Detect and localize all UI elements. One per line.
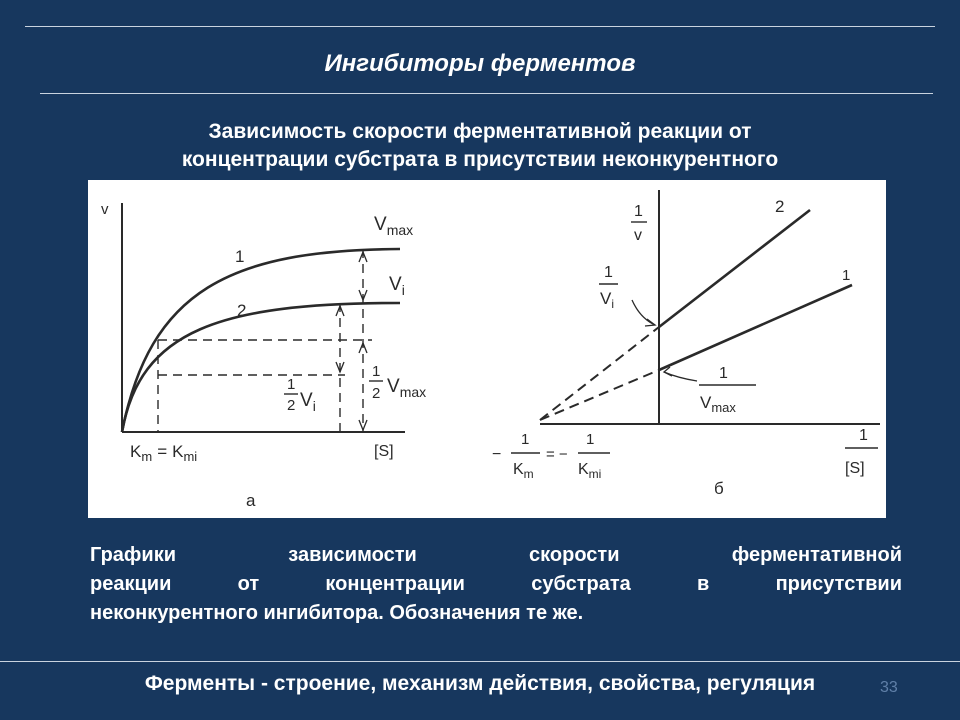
michaelis-menten-figure — [88, 180, 886, 518]
panel-a — [122, 203, 405, 432]
curve-2-label: 2 — [237, 301, 247, 320]
neg-equals: = − — [546, 446, 568, 463]
half-vi-num: 1 — [287, 376, 296, 393]
caption-line-2: реакции от концентрации субстрата в присутствии — [90, 573, 902, 595]
neg-km-num: 1 — [521, 431, 530, 448]
slide-title: Ингибиторы ферментов — [324, 50, 636, 77]
panel-a-x-label: [S] — [374, 443, 394, 460]
slide-number: 33 — [880, 679, 898, 696]
vi-label: $V_i$ — [389, 274, 405, 298]
line-1-label: 1 — [842, 267, 851, 284]
line-2 — [659, 210, 810, 327]
panel-b-x-num: 1 — [859, 427, 868, 444]
caption-line-1: Графики зависимости скорости ферментативной — [90, 544, 902, 566]
panel-a-dashed-guides — [158, 249, 372, 432]
inv-vi-num: 1 — [604, 264, 613, 281]
panel-a-letter: а — [246, 491, 256, 510]
inv-vmax-den: $V_{max}$ — [700, 393, 736, 415]
title-underline — [40, 93, 933, 94]
line-1 — [659, 285, 852, 370]
half-vi-label: $V_i$ — [300, 390, 316, 414]
panel-b-extrapolations — [540, 327, 659, 420]
half-vmax-num: 1 — [372, 363, 381, 380]
curve-2 — [122, 303, 400, 432]
inv-vmax-num: 1 — [719, 365, 728, 382]
panel-b — [540, 190, 880, 424]
top-rule — [25, 26, 935, 27]
subtitle-line-1: Зависимость скорости ферментативной реакции от — [208, 120, 752, 143]
line-2-label: 2 — [775, 197, 785, 216]
figure-svg — [88, 180, 886, 518]
neg-kmi-den: $K_{mi}$ — [578, 461, 602, 481]
half-vi-den: 2 — [287, 397, 296, 414]
subtitle-line-2: концентрации субстрата в присутствии неконкурентного — [181, 148, 779, 171]
panel-a-labels — [101, 201, 426, 510]
panel-b-letter: б — [714, 479, 724, 498]
neg-kmi-num: 1 — [586, 431, 595, 448]
panel-a-y-label: v — [101, 201, 109, 218]
panel-b-labels — [492, 197, 878, 498]
caption-line-3: неконкурентного ингибитора. Обозначения те же. — [90, 602, 584, 624]
footer-text: Ферменты - строение, механизм действия, свойства, регуляция — [144, 672, 816, 695]
panel-b-y-den: v — [634, 227, 642, 244]
inv-vi-den: $V_i$ — [600, 289, 615, 311]
panel-b-x-den: [S] — [845, 460, 865, 477]
half-vmax-den: 2 — [372, 385, 381, 402]
vmax-label: $V_{max}$ — [374, 214, 414, 238]
km-equality-label: $K_m = K_{mi}$ — [130, 442, 198, 464]
footer-rule — [0, 661, 960, 662]
figure-caption — [90, 541, 902, 628]
neg-km-den: $K_m$ — [513, 461, 534, 481]
curve-1-label: 1 — [235, 247, 245, 266]
neg-sign: − — [492, 446, 502, 463]
half-vmax-label: $V_{max}$ — [387, 376, 427, 400]
panel-b-y-num: 1 — [634, 203, 643, 220]
slide-subtitle — [60, 118, 900, 174]
